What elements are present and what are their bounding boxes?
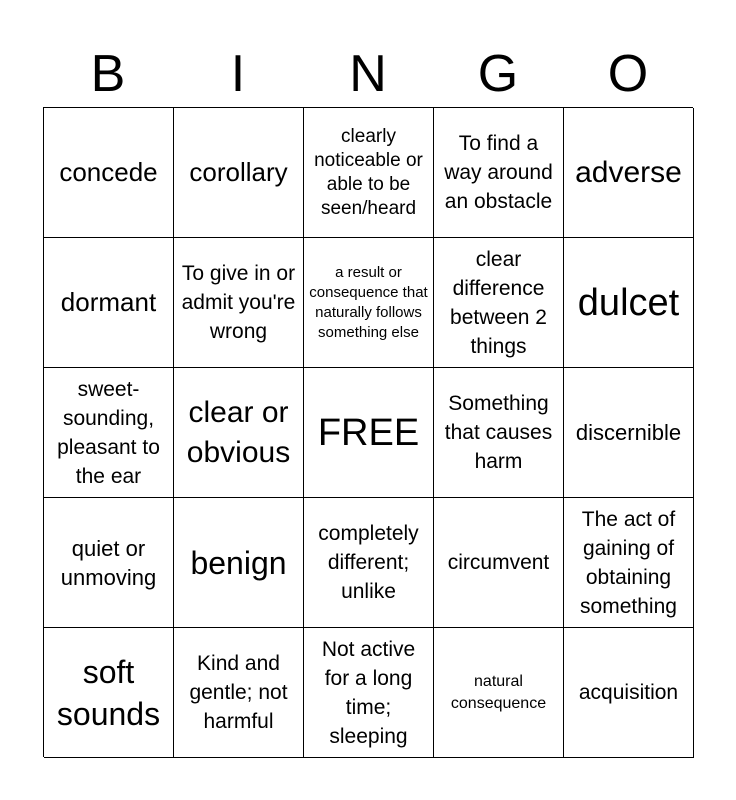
bingo-cell[interactable]: [44, 498, 174, 628]
bingo-cell[interactable]: [44, 238, 174, 368]
header-letter-g: G: [477, 45, 519, 103]
cell-text: To find a way around an obstacle: [444, 132, 553, 213]
bingo-cell[interactable]: [564, 628, 694, 758]
cell-text: Kind and gentle; not harmful: [189, 652, 288, 733]
cell-text: clear difference between 2 things: [450, 247, 547, 358]
cell-text: soft sounds: [56, 653, 161, 732]
cell-text: sweet-sounding, pleasant to the ear: [57, 377, 160, 488]
cell-text: clearly noticeable or able to be seen/heard: [314, 125, 423, 219]
bingo-cell[interactable]: [44, 628, 174, 758]
bingo-cell[interactable]: [304, 108, 434, 238]
bingo-cell[interactable]: [174, 628, 304, 758]
cell-text: clear or obvious: [186, 395, 291, 469]
bingo-cell[interactable]: [174, 368, 304, 498]
cell-text: a result or consequence that naturally follows something else: [309, 263, 428, 341]
cell-text: acquisition: [578, 681, 679, 704]
cell-text: dormant: [60, 287, 157, 317]
cell-text: discernible: [575, 420, 682, 445]
cell-text: quiet or unmoving: [60, 535, 157, 590]
free-space-cell[interactable]: [304, 368, 434, 498]
bingo-cell[interactable]: [434, 628, 564, 758]
bingo-cell[interactable]: [434, 368, 564, 498]
bingo-cell[interactable]: [434, 498, 564, 628]
bingo-cell[interactable]: [564, 368, 694, 498]
header-letter-n: N: [349, 45, 387, 103]
cell-text: To give in or admit you're wrong: [181, 262, 296, 343]
cell-text: adverse: [575, 155, 682, 189]
cell-text: completely different; unlike: [318, 522, 419, 603]
cell-text: circumvent: [447, 551, 550, 574]
bingo-cell[interactable]: [564, 498, 694, 628]
cell-text: corollary: [189, 157, 288, 187]
bingo-cell[interactable]: [304, 628, 434, 758]
header-letter-o: O: [607, 45, 649, 103]
cell-text: Not active for a long time; sleeping: [321, 637, 416, 748]
cell-text: benign: [190, 544, 287, 581]
bingo-cell[interactable]: [174, 498, 304, 628]
cell-text: Something that causes harm: [444, 392, 553, 473]
bingo-cell[interactable]: [564, 108, 694, 238]
bingo-header: [43, 40, 693, 108]
bingo-cell[interactable]: [304, 238, 434, 368]
cell-text: dulcet: [577, 281, 680, 324]
free-space-label: FREE: [317, 411, 420, 454]
cell-text: The act of gaining of obtaining something: [580, 507, 677, 618]
bingo-cell[interactable]: [304, 498, 434, 628]
bingo-cell[interactable]: [434, 238, 564, 368]
bingo-cell[interactable]: [174, 238, 304, 368]
cell-text: concede: [59, 157, 158, 187]
bingo-cell[interactable]: [44, 368, 174, 498]
header-letter-i: I: [230, 45, 246, 103]
bingo-cell[interactable]: [434, 108, 564, 238]
bingo-card-grid: [43, 107, 693, 757]
bingo-cell[interactable]: [44, 108, 174, 238]
header-letter-b: B: [90, 45, 126, 103]
bingo-cell[interactable]: [564, 238, 694, 368]
cell-text: natural consequence: [450, 672, 547, 712]
bingo-cell[interactable]: [174, 108, 304, 238]
